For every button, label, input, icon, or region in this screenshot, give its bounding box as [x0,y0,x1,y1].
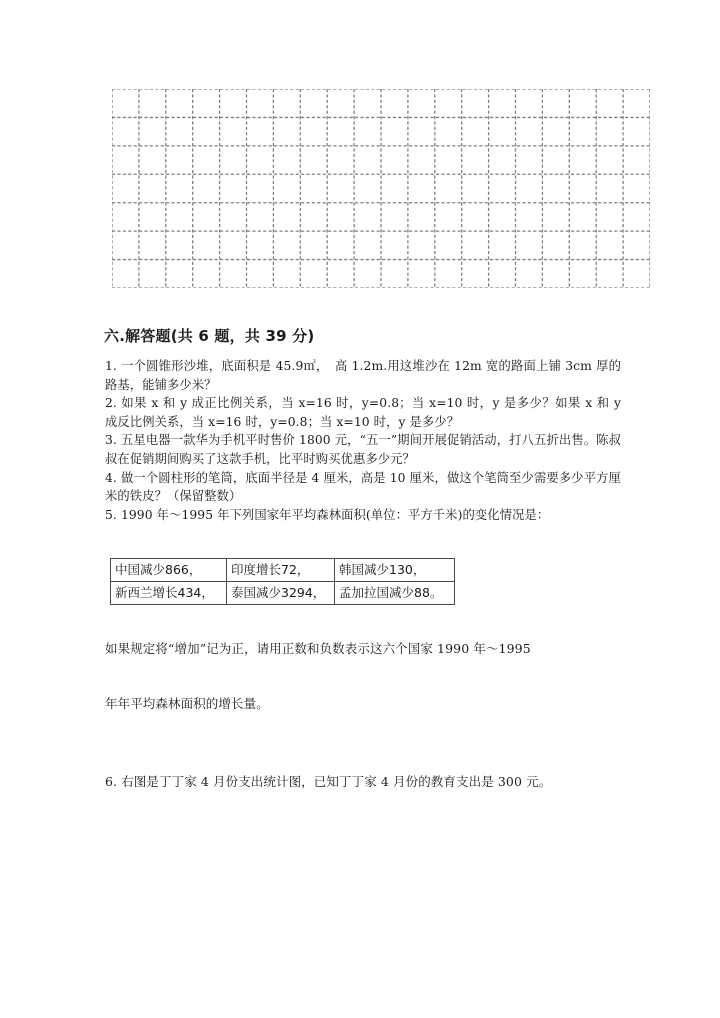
table-cell-korea: 韩国减少130， [335,559,455,582]
paragraph-growth-amount: 年年平均森林面积的增长量。 [105,696,269,711]
table-row [111,559,455,582]
question-item-5: 5. 1990 年～1995 年下列国家年平均森林面积(单位：平方千米)的变化情况是： [105,507,550,522]
table-cell-china: 中国减少866， [111,559,227,582]
question-item-4: 4. 做一个圆柱形的笔筒，底面半径是 4 厘米，高是 10 厘米，做这个笔筒至少需要多少平方厘米的铁皮？（保留整数） [105,470,621,504]
question-item-6: 6. 右图是丁丁家 4 月份支出统计图，已知丁丁家 4 月份的教育支出是 300 元。 [105,774,552,789]
forest-area-table [110,558,455,605]
table-cell-bangladesh: 孟加拉国减少88。 [335,582,455,605]
section-heading: 六.解答题(共 6 题，共 39 分) [104,327,315,345]
table-row [111,582,455,605]
question-list [105,357,621,524]
table-cell-thailand: 泰国减少3294， [227,582,335,605]
question-item-3: 3. 五星电器一款华为手机平时售价 1800 元，“五一”期间开展促销活动，打八五折出售。陈叔叔在促销期间购买了这款手机，比平时购买优惠多少元？ [105,433,621,466]
question-item-1: 1. 一个圆锥形沙堆，底面积是 45.9㎡， 高 1.2m.用这堆沙在 12m 宽的路面上铺 3cm 厚的路基，能铺多少米？ [105,359,621,392]
table-cell-india: 印度增长72， [227,559,335,582]
question-item-2: 2. 如果 x 和 y 成正比例关系，当 x=16 时，y=0.8；当 x=10 时，y 是多少？如果 x 和 y 成反比例关系，当 x=16 时，y=0.8；当 x=10 时，y 是多少？ [105,396,621,429]
grid-lines [112,89,650,288]
paragraph-positive-negative: 如果规定将“增加”记为正，请用正数和负数表示这六个国家 1990 年～1995 [105,641,531,656]
blank-answer-grid [112,89,650,288]
table-cell-newzealand: 新西兰增长434， [111,582,227,605]
